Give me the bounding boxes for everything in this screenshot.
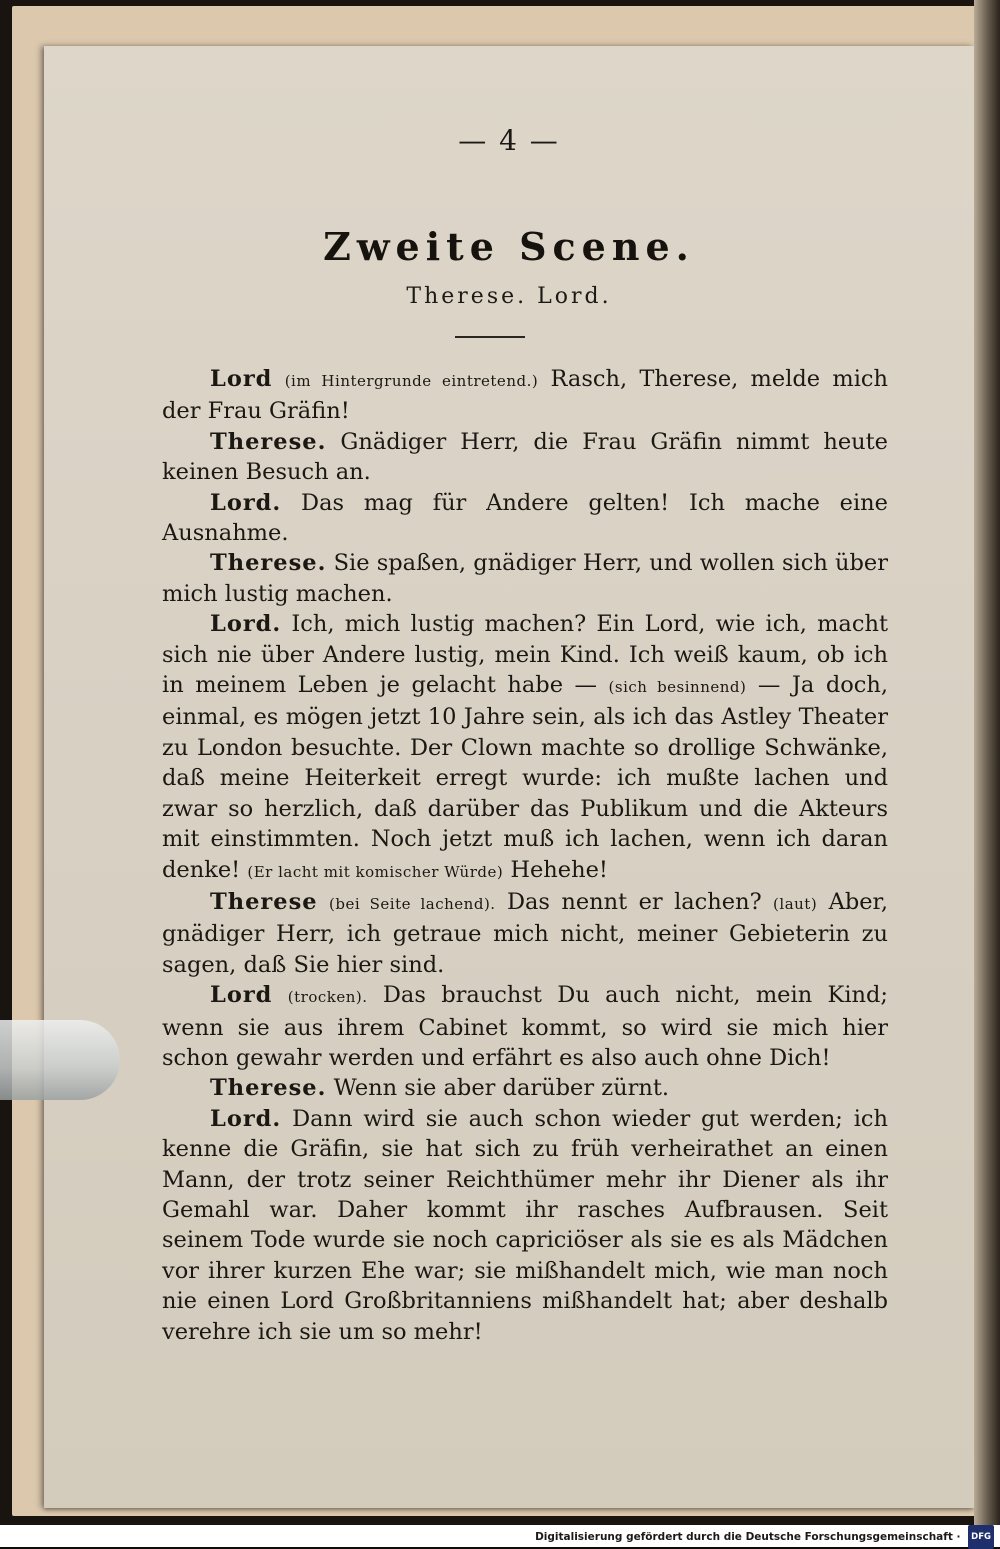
spoken-text: Rasch, Therese, melde mich der Frau Gräfin! <box>162 366 888 425</box>
title-divider <box>455 336 525 338</box>
speaker-name: Therese. <box>210 428 327 455</box>
dialogue-paragraph <box>162 488 888 549</box>
speaker-name: Therese <box>210 888 318 915</box>
spoken-text: Gnädiger Herr, die Frau Gräfin nimmt heute keinen Besuch an. <box>162 428 888 486</box>
speaker-name: Lord. <box>210 1105 282 1132</box>
dialogue-paragraph <box>162 548 888 609</box>
page-number: — 4 — <box>458 124 560 157</box>
page-clip <box>0 1020 120 1100</box>
dfg-logo-icon: DFG <box>968 1525 994 1549</box>
spoken-text: — Ja doch, einmal, es mögen jetzt 10 Jahre sein, als ich das Astley Theater zu London besuchte. Der Clown machte so drollige Schwänke, daß meine Heiterkeit erregt wurde: ich mußte lachen und zwar so herzlich, daß darüber das Publikum und die Akteurs mit einstimmten. Noch jetzt muß ich lachen, wenn ich daran denke! <box>162 672 889 883</box>
dialogue-paragraph <box>162 887 888 980</box>
speaker-name: Lord <box>210 982 273 1009</box>
dialogue-paragraph <box>162 609 888 887</box>
speaker-name: Therese. <box>210 1075 327 1102</box>
stage-direction: (im Hintergrunde eintretend.) <box>284 372 539 390</box>
book-spine-edge <box>974 0 1000 1525</box>
speaker-name: Lord. <box>210 611 282 638</box>
dialogue-paragraph <box>162 427 888 488</box>
stage-direction: (trocken). <box>287 988 368 1007</box>
cast-list: Therese. Lord. <box>406 284 612 309</box>
book-page <box>44 46 974 1508</box>
spoken-text: Das mag für Andere gelten! Ich mache eine Ausnahme. <box>162 489 888 547</box>
footer-bar <box>0 1525 1000 1547</box>
spoken-text: Dann wird sie auch schon wieder gut werden; ich kenne die Gräfin, sie hat sich zu früh verheirathet an einen Mann, der trotz seiner Reichthümer mehr ihr Diener als ihr Gemahl war. Daher kommt ihr rasches Aufbrausen. Seit seinem Tode wurde sie noch capriciöser als sie es als Mädchen vor ihrer kurzen Ehe war; sie mißhandelt mich, wie man noch nie einen Lord Großbritanniens mißhandelt hat; aber deshalb verehre ich sie um so mehr! <box>162 1105 888 1345</box>
spoken-text: Aber, gnädiger Herr, ich getraue mich nicht, meiner Gebieterin zu sagen, daß Sie hier sind. <box>162 888 888 978</box>
scene-title: Zweite Scene. <box>323 224 695 269</box>
speaker-name: Lord. <box>210 489 282 516</box>
dialogue-paragraph <box>162 364 888 427</box>
spoken-text: Das brauchst Du auch nicht, mein Kind; wenn sie aus ihrem Cabinet kommt, so wird sie mich hier schon gewahr werden und erfährt es also auch ohne Dich! <box>162 982 889 1071</box>
spoken-text: Das nennt er lachen? <box>506 888 762 915</box>
stage-direction: (Er lacht mit komischer Würde) <box>247 862 504 881</box>
spoken-text: Sie spaßen, gnädiger Herr, und wollen sich über mich lustig machen. <box>162 550 888 607</box>
spoken-text: Ich, mich lustig machen? Ein Lord, wie ich, macht sich nie über Andere lustig, mein Kind. Ich weiß kaum, ob ich in meinem Leben je gelacht habe — <box>162 611 888 699</box>
stage-direction: (bei Seite lachend). <box>328 894 496 913</box>
spoken-text: Wenn sie aber darüber zürnt. <box>333 1075 670 1102</box>
footer-credit: Digitalisierung gefördert durch die Deutsche Forschungsgemeinschaft · <box>535 1531 961 1543</box>
speaker-name: Lord <box>210 366 273 392</box>
speaker-name: Therese. <box>210 550 327 577</box>
spoken-text: Hehehe! <box>510 856 608 883</box>
dialogue-paragraph <box>162 1073 888 1103</box>
dialogue-paragraph <box>162 980 888 1073</box>
stage-direction: (sich besinnend) <box>608 678 747 697</box>
stage-direction: (laut) <box>773 894 818 913</box>
dialogue-paragraph <box>162 1104 888 1347</box>
dialogue-text <box>162 364 888 1347</box>
